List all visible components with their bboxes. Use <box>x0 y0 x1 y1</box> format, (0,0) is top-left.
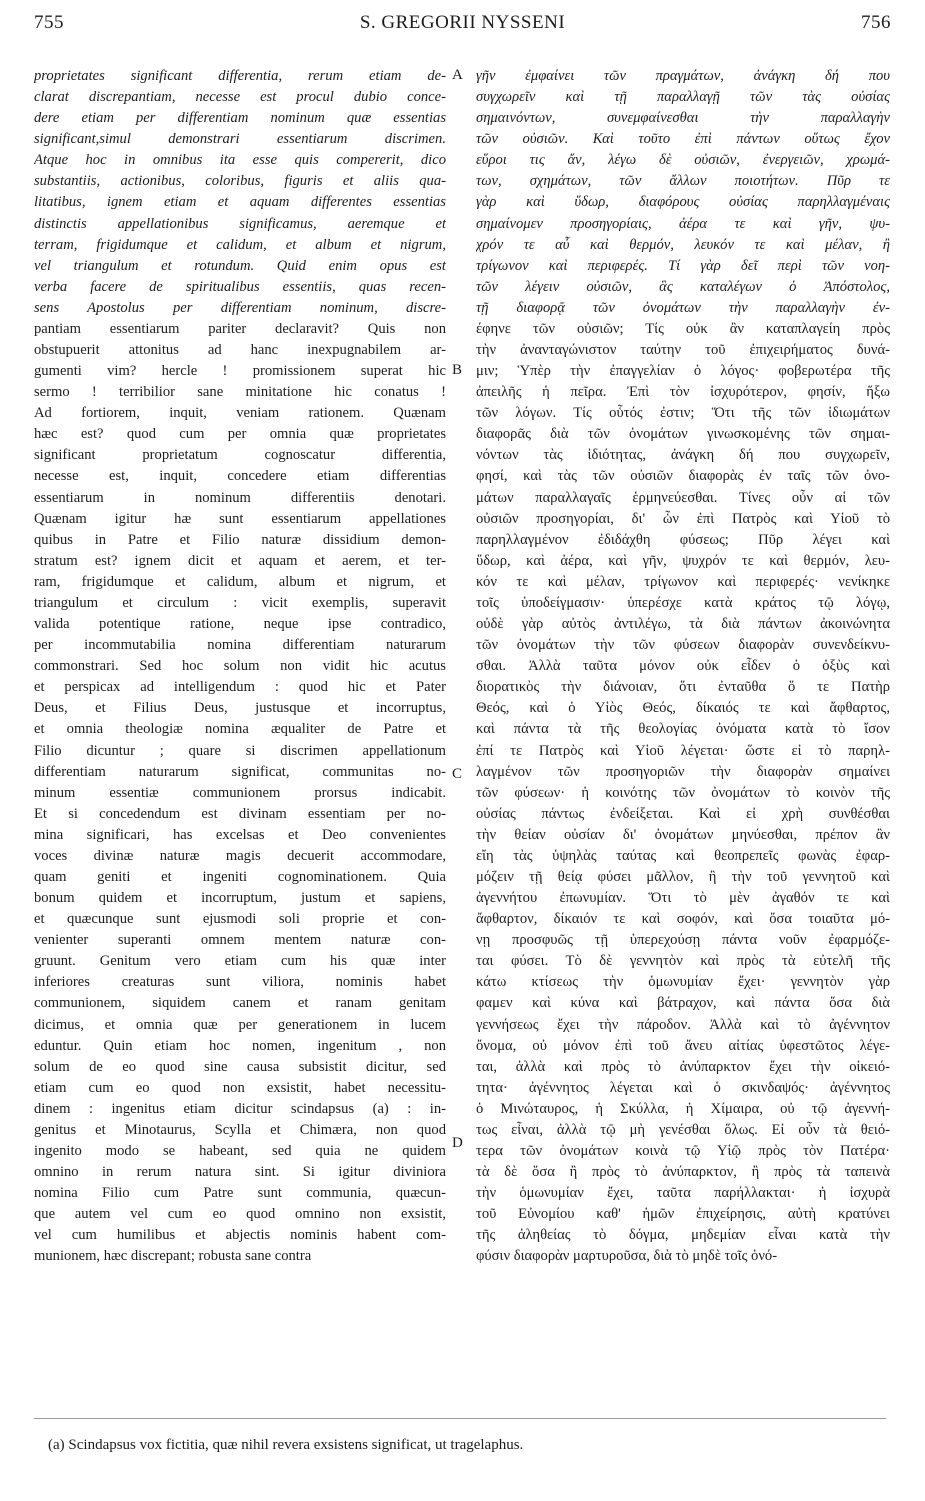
greek-text-line: διαφορᾶς διὰ τῶν ὀνομάτων γινωσκομένης τῶν σημαι- <box>476 426 890 443</box>
latin-text-line: sermo ! terribilior sane minitatione hic conatus ! <box>34 384 446 401</box>
latin-text-line: obstupuerit attonitus ad hanc inexpugnabilem ar- <box>34 342 446 359</box>
latin-text-line: Ad fortiorem, inquit, veniam rationem. Quænam <box>34 405 446 422</box>
latin-text-line: significant,simul demonstrari essentiarum discrimen. <box>34 131 446 148</box>
greek-text-line: συγχωρεῖν καὶ τῇ παραλλαγῇ τῶν τὰς οὐσίας <box>476 89 890 106</box>
latin-text-line: vel triangulum et rotundum. Quid enim opus est <box>34 257 446 274</box>
latin-text-line: minum essentiæ communionem prorsus indicabit. <box>34 784 446 801</box>
greek-text-line: τρίγωνον καὶ περιφερές. Τί γὰρ δεῖ περὶ τῶν νοη- <box>476 257 890 274</box>
greek-text-line: ὄνομα, οὐ μόνον ἐπὶ τοῦ ἄνευ αἰτίας ὑφεστῶτος λέγε- <box>476 1037 890 1054</box>
greek-text-line: τὴν ὁμωνυμίαν ἔχει, ταῦτα παρήλλακται· ἡ ἰσχυρὰ <box>476 1185 890 1202</box>
latin-text-line: proprietates significant differentia, rerum etiam de- <box>34 68 446 84</box>
greek-text-line: νῃ προσφυῶς τῇ ὑπερεχούσῃ πάντα νοῦν ἐφαρμόζε- <box>476 932 890 949</box>
greek-text-line: τοῦ Εὐνομίου καθ' ἡμῶν ἐπιχείρησις, αὐτὴ κρατύνει <box>476 1206 890 1223</box>
latin-text-line: vel cum humilibus et abjectis nominis habent com- <box>34 1227 446 1244</box>
latin-text-line: per incommutabilia nomina differentiam naturarum <box>34 637 446 654</box>
greek-text-line: τὴν θείαν οὐσίαν δι' ὀνομάτων μηνύεσθαι, πρέπον ἂν <box>476 826 890 843</box>
latin-text-line: inferiores creaturas sunt viliora, nominis habet <box>34 974 446 991</box>
greek-text-line: καὶ πάντα τὰ τῆς θεολογίας ὀνόματα κατὰ τὸ ἴσον <box>476 721 890 738</box>
latin-text-line: Filio dicuntur ; quare si discrimen appellationum <box>34 742 446 759</box>
latin-text-line: verba facere de spiritualibus essentiis, quas recen- <box>34 278 446 295</box>
greek-column <box>476 66 890 1267</box>
latin-text-line: venienter superanti omnem mentem naturæ con- <box>34 932 446 949</box>
greek-text-line: τοῖς ὑποδείγμασιν· ὑπερέσχε κατὰ κράτος τῷ λόγῳ, <box>476 594 890 611</box>
latin-text-line: terram, frigidumque et calidum, et album et nigrum, <box>34 236 446 253</box>
page-number-right: 756 <box>861 12 891 33</box>
latin-text-line: clarat discrepantiam, necesse est procul dubio conce- <box>34 89 446 106</box>
latin-text-line: essentiarum in nominum differentiis denotari. <box>34 489 446 506</box>
latin-text-line: solum de eo quod sine causa subsistit dicitur, sed <box>34 1058 446 1075</box>
latin-text-line: voces divinæ naturæ magis decuerit accommodare, <box>34 847 446 864</box>
page-number-left: 755 <box>34 12 64 33</box>
latin-text-line: dinem : ingenitus etiam dicitur scindapsus (a) : in- <box>34 1100 446 1117</box>
latin-text-line: gumenti vim? hercle ! promissionem superat hic <box>34 363 446 380</box>
latin-text-line: necesse est, inquit, concedere etiam differentias <box>34 468 446 485</box>
greek-text-line: τητα· ἀγέννητος λέγεται καὶ ὁ σκινδαψός· ἀγέννητος <box>476 1079 890 1096</box>
latin-column <box>34 66 446 1267</box>
latin-text-line: gruunt. Genitum vero etiam cum his quæ inter <box>34 953 446 970</box>
greek-text-line: τῶν φύσεων· ἡ κοινότης τῶν ὀνομάτων τὸ κοινὸν τῆς <box>476 784 890 801</box>
greek-text-line: σθαι. Ἀλλὰ ταῦτα μόνον οὐκ εἶδεν ὁ ὀξὺς καὶ <box>476 658 890 675</box>
greek-text-line: ὕδωρ, καὶ ἀέρα, καὶ γῆν, ψυχρόν τε καὶ θερμόν, λευ- <box>476 552 890 569</box>
greek-text-line: σημαίνομεν προσηγορίαις, ἀέρα τε καὶ γῆν, ψυ- <box>476 215 890 232</box>
latin-text-line: Et si concedendum est divinam essentiam per no- <box>34 805 446 822</box>
greek-text-line: φαμεν καὶ κύνα καὶ βάτραχον, καὶ πάντα ὅσα διὰ <box>476 995 890 1012</box>
latin-text-line: que autem vel cum eo quod omnino non exsistit, <box>34 1206 446 1223</box>
latin-text-line: valida potentique ratione, neque ipse contradico, <box>34 616 446 633</box>
latin-text-line: et omnia theologiæ nomina æqualiter de Patre et <box>34 721 446 738</box>
latin-text-line: quibus in Patre et Filio naturæ dissidium demon- <box>34 531 446 548</box>
running-title: S. GREGORII NYSSENI <box>359 12 566 33</box>
greek-text-line: ἄφθαρτον, δίκαιόν τε καὶ σοφόν, καὶ ὅσα τοιαῦτα μό- <box>476 911 890 928</box>
latin-text-line: mina significari, has excelsas et Deo convenientes <box>34 826 446 843</box>
page-header <box>34 8 891 38</box>
greek-text-line: μάτων παραλλαγαῖς ἑρμηνεύεσθαι. Τίνες οὖν αἱ τῶν <box>476 489 890 506</box>
latin-text-line: significant proprietatum cognoscatur differentia, <box>34 447 446 464</box>
greek-text-line: οὐδὲ γὰρ αὐτὸς ἀντιλέγω, τὰ διὰ πάντων ἀκοινώνητα <box>476 616 890 633</box>
latin-text-line: dicimus, et omnia quæ per generationem in lucem <box>34 1016 446 1033</box>
greek-text-line: ἐπί τε Πατρὸς καὶ Υἱοῦ λέγεται· ὥστε εἰ τὸ παρηλ- <box>476 742 890 759</box>
greek-text-line: κόν τε καὶ μέλαν, τρίγωνον καὶ περιφερές· νενίκηκε <box>476 573 890 590</box>
latin-text-line: Deus, et Filius Deus, justusque et incorruptus, <box>34 700 446 717</box>
greek-text-line: τὰ δὲ ὅσα ἢ πρὸς τὸ ἀνύπαρκτον, ἢ πρὸς τὰ ταπεινὰ <box>476 1164 890 1181</box>
greek-text-line: λαγμένον τῶν προσηγοριῶν τὴν διαφορὰν σημαίνει <box>476 763 890 780</box>
latin-text-line: sens Apostolus per differentiam nominum, discre- <box>34 299 446 316</box>
latin-text-line: triangulum et circulum : vicit exemplis, superavit <box>34 594 446 611</box>
greek-text-line: εἴη τὰς ὑψηλὰς ταύτας καὶ θεοπρεπεῖς φωνὰς ἐφαρ- <box>476 847 890 864</box>
latin-text-line: omnino in rerum natura sint. Si igitur diviniora <box>34 1164 446 1181</box>
greek-text-line: των, σχημάτων, τῶν ἄλλων ποιοτήτων. Πῦρ τε <box>476 173 890 190</box>
footnote-rule <box>34 1418 886 1419</box>
greek-text-line: φησί, καὶ τὰς τῶν οὐσιῶν διαφορὰς ἐν ταῖς τῶν ὀνο- <box>476 468 890 485</box>
greek-text-line: κάτω κτίσεως τὴν ὁμωνυμίαν ἔχει· γεννητὸν γὰρ <box>476 974 890 991</box>
greek-text-line: τερα τῶν ὀνομάτων κοινὰ τῷ Υἱῷ πρὸς τὸν Πατέρα· <box>476 1142 890 1159</box>
latin-text-line: munionem, hæc discrepant; robusta sane contra <box>34 1248 312 1265</box>
greek-text-line: ται, ἀλλὰ καὶ πρὸς τὸ ἀνύπαρκτον ἔχει τὴν οἰκειό- <box>476 1058 890 1075</box>
section-marker-b: B <box>452 362 463 378</box>
greek-text-line: ἀπειλῆς ἡ πεῖρα. Ἐπὶ τὸν ἰσχυρότερον, φησίν, ἥξω <box>476 384 890 401</box>
footnote: (a) Scindapsus vox fictitia, quæ nihil revera exsistens significat, ut tragelaphus. <box>48 1437 524 1453</box>
latin-text-line: hæc est? quod cum per omnia quæ proprietates <box>34 426 446 443</box>
latin-text-line: litatibus, ignem etiam et aquam differentes essentias <box>34 194 446 211</box>
latin-text-line: et perspicax ad intelligendum : quod hic et Pater <box>34 679 446 696</box>
latin-text-line: quam geniti et ingeniti cognominationem. Quia <box>34 868 446 885</box>
greek-text-line: τῶν λέγειν οὐσιῶν, ἃς καταλέγων ὁ Ἀπόστολος, <box>476 278 890 295</box>
greek-text-line: τῆς ἀληθείας τὸ δόγμα, μηδεμίαν εἶναι κατὰ τὴν <box>476 1227 890 1244</box>
greek-text-line: μόζειν τῇ θείᾳ φύσει μᾶλλον, ἢ τὴν τοῦ γεννητοῦ καὶ <box>476 868 890 885</box>
greek-text-line: χρόν τε αὖ καὶ θερμόν, λευκόν τε καὶ μέλαν, ἢ <box>476 236 890 253</box>
greek-text-line: οὐσιῶν προσηγορίαι, δι' ὧν ἐπὶ Πατρὸς καὶ Υἱοῦ τὸ <box>476 510 890 527</box>
latin-text-line: pantiam essentiarum pariter declaravit? Quis non <box>34 320 446 337</box>
greek-text-line: διορατικὸς τὴν διάνοιαν, ὅτι ἐνταῦθα ὅ τε Πατὴρ <box>476 679 890 696</box>
latin-text-line: bonum quidem et incorruptum, justum et sapiens, <box>34 890 446 907</box>
latin-text-line: etiam cum eo quod non exsistit, habet necessitu- <box>34 1079 446 1096</box>
greek-text-line: ται φύσει. Τὸ δὲ γεννητὸν καὶ πρὸς τὰ εὐτελῆ τῆς <box>476 953 890 970</box>
greek-text-line: γεννήσεως ἔχει τὴν πάροδον. Ἀλλὰ καὶ τὸ ἀγέννητον <box>476 1016 890 1033</box>
greek-text-line: παρηλλαγμένον ἐδιδάχθη φύσεως; Πῦρ λέγει καὶ <box>476 531 890 548</box>
latin-text-line: ingenito modo se habeant, sed quia ne quidem <box>34 1142 446 1159</box>
greek-text-line: τὴν ἀνανταγώνιστον ταύτην τοῦ ἐπιχειρήματος δυνά- <box>476 342 890 359</box>
greek-text-line: Θεός, καὶ ὁ Υἱὸς Θεός, δίκαιός τε καὶ ἄφθαρτος, <box>476 700 890 717</box>
greek-text-line: εὕροι τις ἄν, λέγω δὲ οὐσιῶν, ἐνεργειῶν, χρωμά- <box>476 152 890 169</box>
greek-text-line: τῇ διαφορᾷ τῶν ὀνομάτων τὴν παραλλαγὴν ἐν- <box>476 299 890 316</box>
latin-text-line: distinctis appellationibus significamus, aeremque et <box>34 215 446 232</box>
greek-text-line: τῶν λόγων. Τίς οὗτός ἐστιν; Ὅτι τῆς τῶν ἰδιωμάτων <box>476 405 890 422</box>
latin-text-line: Quænam igitur hæ sunt essentiarum appellationes <box>34 510 446 527</box>
latin-text-line: dere etiam per differentiam nominum quæ essentias <box>34 110 446 127</box>
greek-text-line: σημαινόντων, συνεμφαίνεσθαι τὴν παραλλαγὴν <box>476 110 890 127</box>
greek-text-line: γὰρ καὶ ὕδωρ, διαφόρους οὐσίας παρηλλαγμέναις <box>476 194 890 211</box>
latin-text-line: et quæcunque sunt ejusmodi soli proprie et con- <box>34 911 446 928</box>
greek-text-line: νόντων τὰς ἰδιότητας, ἀνάγκη δή που συγχωρεῖν, <box>476 447 890 464</box>
latin-text-line: nomina Filio cum Patre sunt communia, quæcun- <box>34 1185 446 1202</box>
latin-text-line: communionem, siquidem canem et ranam genitam <box>34 995 446 1012</box>
greek-text-line: ὁ Μινώταυρος, ἡ Σκύλλα, ἡ Χίμαιρα, οὐ τῷ ἀγεννή- <box>476 1100 890 1117</box>
greek-text-line: οὐσίας πάντως ἐνδείξεται. Καὶ εἰ χρὴ συνθέσθαι <box>476 805 890 822</box>
greek-text-line: φύσιν διαφορὰν μαρτυροῦσα, διὰ τὸ μηδὲ τοῖς ὀνό- <box>476 1248 778 1265</box>
section-marker-a: A <box>452 67 463 83</box>
latin-text-line: stratum est? ignem dicit et aquam et aerem, et ter- <box>34 552 446 569</box>
greek-text-line: γῆν ἐμφαίνει τῶν πραγμάτων, ἀνάγκη δή που <box>476 68 890 84</box>
greek-text-line: ἀγεννήτου ἐπωνυμίαν. Ὅτι τὸ μὲν ἀγαθόν τε καὶ <box>476 890 890 907</box>
latin-text-line: eduntur. Quin etiam hoc nomen, ingenitum , non <box>34 1037 446 1054</box>
latin-text-line: substantiis, actionibus, coloribus, figuris et aliis qua- <box>34 173 446 190</box>
latin-text-line: Atque hoc in omnibus ita esse quis compererit, dico <box>34 152 446 169</box>
section-marker-d: D <box>452 1135 463 1151</box>
latin-text-line: differentiam naturarum significat, communitas no- <box>34 763 446 780</box>
section-marker-c: C <box>452 766 463 782</box>
greek-text-line: έφηνε τῶν οὐσιῶν; Τίς οὐκ ἂν καταπλαγείη πρὸς <box>476 320 890 337</box>
latin-text-line: ram, frigidumque et calidum, album et nigrum, et <box>34 573 446 590</box>
latin-text-line: commonstrari. Sed hoc solum non vidit hic acutus <box>34 658 446 675</box>
greek-text-line: μιν; Ὑπὲρ τὴν ἐπαγγελίαν ὁ λόγος· φοβερωτέρα τῆς <box>476 363 890 380</box>
greek-text-line: τῶν οὐσιῶν. Καὶ τοῦτο ἐπὶ πάντων οὕτως ἔχον <box>476 131 890 148</box>
greek-text-line: τῶν ὀνομάτων τὴν τῶν φύσεων διαφορὰν συνενδείκνυ- <box>476 637 890 654</box>
greek-text-line: τως εἶναι, ἀλλὰ τῷ μὴ γενέσθαι ὅλως. Εἰ οὖν τὰ θειό- <box>476 1121 890 1138</box>
latin-text-line: genitus et Minotaurus, Scylla et Chimæra, non quod <box>34 1121 446 1138</box>
